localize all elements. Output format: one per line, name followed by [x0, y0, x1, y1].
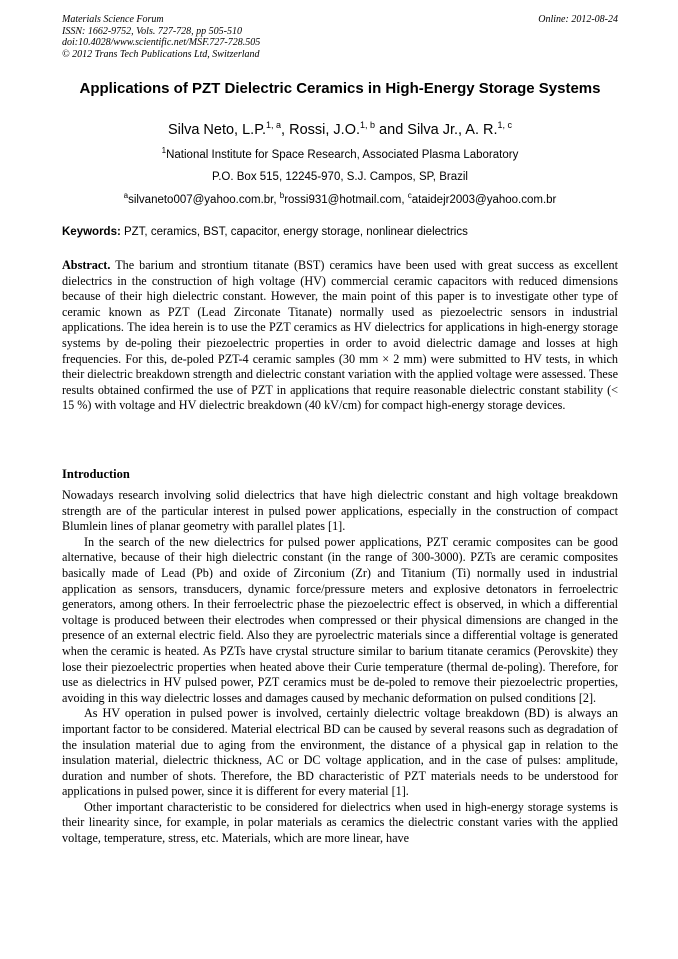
author-affiliation-mark: 1, c — [497, 120, 513, 131]
journal-name: Materials Science Forum — [62, 14, 164, 25]
paper-title: Applications of PZT Dielectric Ceramics in High-Energy Storage Systems — [79, 80, 601, 97]
author-list — [62, 121, 618, 139]
section-heading-introduction: Introduction — [62, 467, 130, 481]
email-link[interactable]: silvaneto007@yahoo.com.br — [128, 194, 274, 206]
author-name: Rossi, J.O. — [289, 122, 361, 138]
keywords-text: PZT, ceramics, BST, capacitor, energy storage, nonlinear dielectrics — [120, 226, 468, 238]
author-separator: , — [281, 122, 290, 138]
abstract-label: Abstract. — [62, 258, 111, 272]
paragraph: In the search of the new dielectrics for pulsed power applications, PZT ceramic composites can be good alternative, because of their high dielectric constant (in the range of 300-3000). PZTs are ceramic composites basically made of Lead (Pb) and oxide of Zirconium (Zr) and Titanium (Ti) normally used in industrial application as sensors, transducers, dynamic force/pressure meters and explosive detonators in ferroelectric generators, among others. In their ferroelectric phase the piezoelectric effect is observed, in which a differential voltage is produced between their electrodes when compressed or their physical dimensions are changed in the presence of an external electric field. Also they are pyroelectric materials since a differential voltage is generated when the ceramic is heated. As PZTs have crystal structure similar to barium titanate ceramics (Perovskite) they lose their piezoelectric properties when heated above their Curie temperature (thermal de-poling). Therefore, for use as dielectrics in HV pulsed power, PZT ceramics must be de-poled to remove their piezoelectric properties, avoiding in this way dielectric losses and damages caused by mechanic deformation on pulsed conditions [2]. — [62, 534, 618, 705]
author-affiliation-mark: 1, b — [360, 120, 376, 131]
introduction-body — [62, 488, 618, 847]
paragraph: Nowadays research involving solid dielectrics that have high dielectric constant and high voltage breakdown strength are of the particular interest in pulsed power applications, especially in the construction of compact Blumlein lines of planar geometry with parallel plates [1]. — [62, 488, 618, 534]
affiliation-mark: 1 — [161, 146, 167, 156]
paragraph: Other important characteristic to be considered for dielectrics when used in high-energy storage systems is their linearity since, for example, in polar materials as ceramics the dielectric constant varies with the applied voltage, temperature, stress, etc. Materials, which are more linear, have — [62, 799, 618, 846]
email-link[interactable]: rossi931@hotmail.com — [284, 194, 402, 206]
doi-line: doi:10.4028/www.scientific.net/MSF.727-728.505 — [62, 37, 261, 48]
institute-name: National Institute for Space Research, Associated Plasma Laboratory — [166, 149, 519, 161]
author-name: Silva Jr., A. R. — [407, 122, 498, 138]
affiliation-address: P.O. Box 515, 12245-970, S.J. Campos, SP, Brazil — [212, 171, 468, 183]
email-mark: c — [407, 191, 412, 201]
abstract-text: The barium and strontium titanate (BST) ceramics have been used with great success as excellent dielectrics in the construction of high voltage (HV) commercial ceramic capacitors with reduced dimensions because of their high dielectric constant. However, the main point of this paper is to investigate other type of ceramic known as PZT (Lead Zirconate Titanate) normally used as piezoelectric sensors in industrial applications. The idea herein is to use the PZT ceramics as HV dielectrics for applications in high-energy storage systems by de-poling their piezoelectric properties in order to avoid dielectric damage and losses at high frequencies. For this, de-poled PZT-4 ceramic samples (30 mm × 2 mm) were submitted to HV tests, in which their dielectric breakdown strength and dielectric constant variation with the applied voltage were assessed. These results obtained confirmed the use of PZT in applications that require reasonable dielectric constant stability (< 15 %) with voltage and HV dielectric breakdown (40 kV/cm) for compact high-energy storage devices. — [62, 258, 618, 413]
copyright-line: © 2012 Trans Tech Publications Ltd, Switzerland — [62, 48, 260, 60]
author-name: Silva Neto, L.P. — [167, 122, 267, 138]
author-affiliation-mark: 1, a — [266, 120, 282, 131]
author-emails: $^a$silvaneto007@yahoo.com.br, $^b$rossi931@hotmail.com, $^c$ataidejr2003@yahoo.com.br — [123, 191, 557, 206]
journal-header — [62, 14, 618, 60]
online-date: Online: 2012-08-24 — [538, 14, 618, 25]
keywords-line — [62, 225, 618, 239]
email-link[interactable]: ataidejr2003@yahoo.com.br — [411, 194, 557, 206]
paragraph: As HV operation in pulsed power is involved, certainly dielectric voltage breakdown (BD) is always an important factor to be considered. Material electrical BD can be caused by several reasons such as degradation of the insulation material due to aging from the environment, the distance of a physical gap in relation to the insulation material, dielectric thickness, AC or DC voltage application, and in the case of pulses: amplitude, duration and number of shots. Therefore, the BD characteristic of PZT materials needs to be understood for applications in pulsed power, since it is different for every material [1]. — [62, 706, 618, 799]
email-mark: b — [279, 191, 285, 201]
issn-line: ISSN: 1662-9752, Vols. 727-728, pp 505-510 — [62, 25, 242, 37]
abstract-paragraph — [62, 258, 618, 414]
keywords-label: Keywords: — [62, 226, 121, 238]
affiliation-institute — [62, 148, 618, 162]
email-mark: a — [123, 191, 129, 201]
author-separator: and — [375, 122, 408, 138]
